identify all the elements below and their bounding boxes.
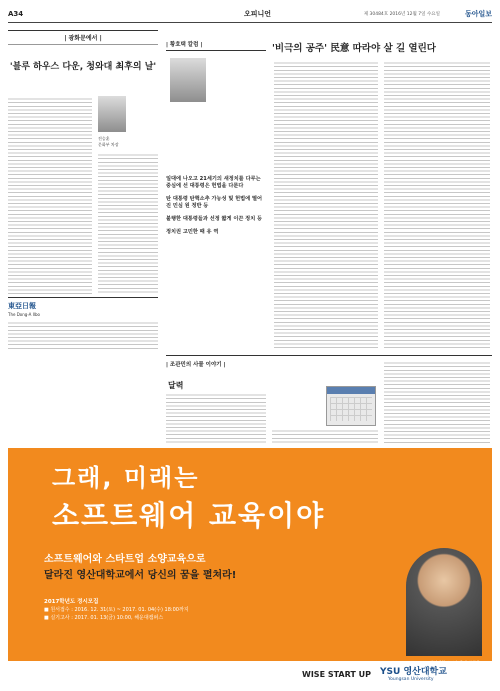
ad-headline-1: 그래, 미래는 [52,464,200,492]
column2-body-text [274,60,378,348]
publisher-name-en: The Dong-A Ilbo [8,312,40,317]
story-body-text-2 [272,428,378,444]
schedule-title: 2017학년도 정시모집 [44,599,99,605]
summary-item: 일대에 나오고 21세기의 새정치를 다루는 중심에 선 대통령은 헌법을 다룬다 [166,176,261,189]
schedule-item: ■ 원서접수 : 2016. 12. 31(토) ~ 2017. 01. 04(수) 18:00까지 [44,607,189,613]
column1-headline: '블루 하우스 다운, 청와대 최후의 날' [9,62,157,72]
column2-summary [166,176,266,242]
summary-item: 불행한 대통령들과 선정 짧게 이끈 정치 등 [166,216,263,222]
ad-subline-2: 달라진 영산대학교에서 당신의 꿈을 펼쳐라! [44,570,237,581]
page-number: A34 [8,10,24,18]
university-logo: YSU 영산대학교 [380,667,447,677]
ad-headline-2: 소프트웨어 교육이야 [52,499,326,532]
university-name-en: Youngsan University [388,677,434,682]
column2-headline: '비극의 공주' 民意 따라야 살 길 열린다 [272,43,436,54]
summary-item: 탄 대통령 탄핵소추 가능성 및 헌법에 떨어진 민심 원 정반 등 [166,196,263,209]
columnist-photo [170,58,206,102]
author-role: 문화부 차장 [98,142,119,147]
column2-body-text-2 [384,60,490,348]
paper-logo: 동아일보 [464,10,492,18]
column1-title: | 광화문에서 | [8,30,158,45]
story-body-text [166,392,266,444]
issue-date: 제 30484호 2016년 12월 7일 수요일 [363,12,440,17]
story-body-text-3 [384,360,490,444]
author-photo [98,96,126,132]
professor-photo [406,548,482,656]
story-label: | 조관민의 사물 이야기 | [166,362,226,368]
ad-slogan: WISE START UP [302,670,372,679]
section-title: 오피니언 [244,10,272,18]
ad-footer-bar [8,661,492,691]
admission-schedule [44,598,204,622]
publisher-name: 東亞日報 [8,302,36,310]
ad-subline-1: 소프트웨어와 스타트업 소양교육으로 [44,554,206,565]
university-advertisement [8,448,492,691]
summary-item: 정치권 고민한 때 유 역 [166,229,219,235]
page-header [8,8,492,23]
author-name: 전승훈 [98,136,110,141]
publisher-box [8,297,158,357]
publisher-info [8,320,158,350]
column2-title: | 황호택 칼럼 | [166,40,266,51]
story-title: 달력 [168,381,184,390]
column1-body-text-2 [98,152,158,294]
column1-body-text [8,96,92,294]
schedule-item: ■ 실기고사 : 2017. 01. 13(금) 10:00, 해운대캠퍼스 [44,615,164,621]
calendar-illustration [326,386,376,426]
